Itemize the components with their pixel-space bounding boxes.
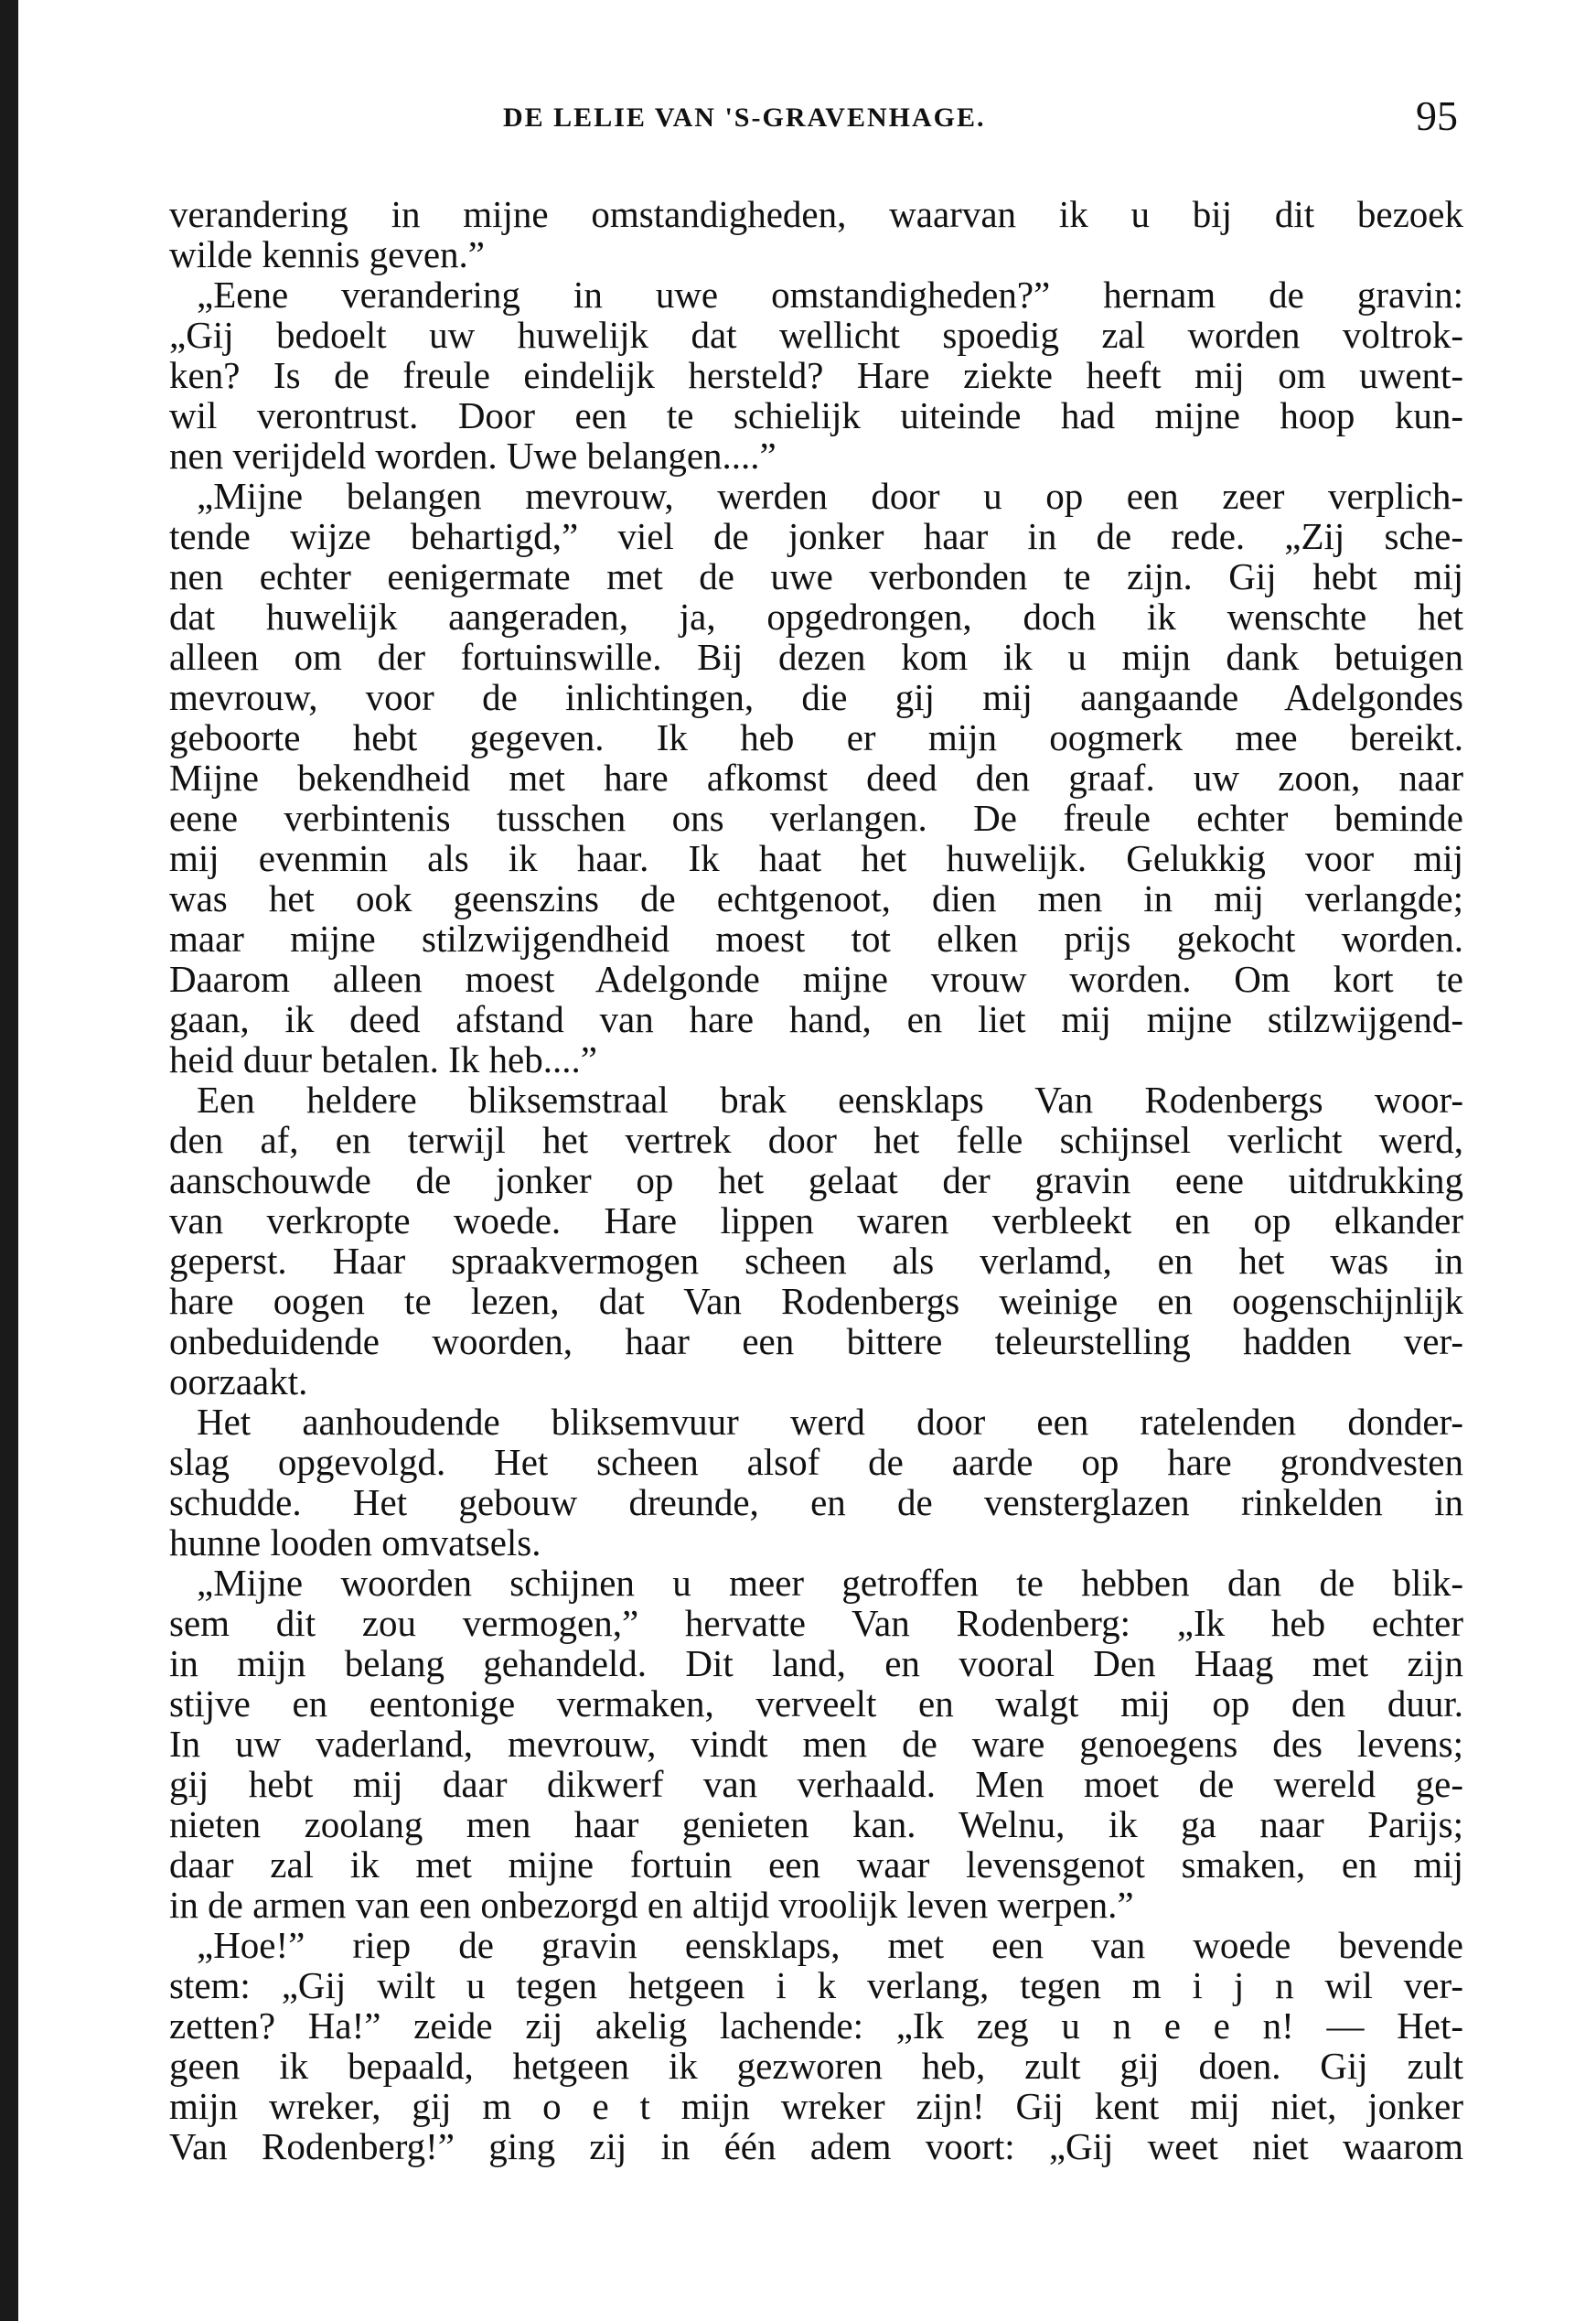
text-line: geen ik bepaald, hetgeen ik gezworen heb, zult gij doen. Gij zult — [169, 2045, 1463, 2087]
text-line: Daarom alleen moest Adelgonde mijne vrouw worden. Om kort te — [169, 958, 1463, 1000]
text-line: stijve en eentonige vermaken, verveelt en walgt mij op den duur. — [169, 1682, 1463, 1725]
page-number: 95 — [1416, 92, 1458, 139]
text-line: hare oogen te lezen, dat Van Rodenbergs weinige en oogenschijnlijk — [169, 1280, 1463, 1322]
text-line: mij evenmin als ik haar. Ik haat het huwelijk. Gelukkig voor mij — [169, 837, 1463, 879]
scan-edge-shadow — [0, 0, 18, 2321]
text-line: ken? Is de freule eindelijk hersteld? Hare ziekte heeft mij om uwent- — [169, 354, 1463, 396]
text-line: den af, en terwijl het vertrek door het felle schijnsel verlicht werd, — [169, 1119, 1463, 1161]
text-line: nen verijdeld worden. Uwe belangen....” — [169, 435, 777, 477]
text-line: in mijn belang gehandeld. Dit land, en vooral Den Haag met zijn — [169, 1642, 1463, 1684]
text-line: nieten zoolang men haar genieten kan. Welnu, ik ga naar Parijs; — [169, 1803, 1463, 1845]
text-line: van verkropte woede. Hare lippen waren verbleekt en op elkander — [169, 1199, 1463, 1241]
paragraph-start: „Hoe!” riep de gravin eensklaps, met een van woede bevende — [197, 1924, 1463, 1966]
text-line: gij hebt mij daar dikwerf van verhaald. Men moet de wereld ge- — [169, 1763, 1463, 1805]
paragraph-start: „Mijne woorden schijnen u meer getroffen te hebben dan de blik- — [197, 1562, 1463, 1604]
text-line: eene verbintenis tusschen ons verlangen. De freule echter beminde — [169, 797, 1463, 839]
paragraph-start: Het aanhoudende bliksemvuur werd door een ratelenden donder- — [197, 1401, 1463, 1443]
text-line: verandering in mijne omstandigheden, waarvan ik u bij dit bezoek — [169, 193, 1463, 235]
text-line: Van Rodenberg!” ging zij in één adem voort: „Gij weet niet waarom — [169, 2125, 1463, 2167]
text-line: geperst. Haar spraakvermogen scheen als verlamd, en het was in — [169, 1240, 1463, 1282]
body-text — [169, 194, 1463, 2166]
text-line: oorzaakt. — [169, 1360, 308, 1402]
text-line: nen echter eenigermate met de uwe verbonden te zijn. Gij hebt mij — [169, 555, 1463, 597]
text-line: sem dit zou vermogen,” hervatte Van Rodenberg: „Ik heb echter — [169, 1602, 1463, 1644]
text-line: „Gij bedoelt uw huwelijk dat wellicht spoedig zal worden voltrok- — [169, 314, 1463, 356]
text-line: geboorte hebt gegeven. Ik heb er mijn oogmerk mee bereikt. — [169, 716, 1463, 758]
text-line: mijn wreker, gij m o e t mijn wreker zijn! Gij kent mij niet, jonker — [169, 2085, 1463, 2127]
text-line: stem: „Gij wilt u tegen hetgeen i k verlang, tegen m i j n wil ver- — [169, 1964, 1463, 2006]
text-line: was het ook geenszins de echtgenoot, dien men in mij verlangde; — [169, 877, 1463, 919]
text-line: heid duur betalen. Ik heb....” — [169, 1038, 597, 1080]
text-line: aanschouwde de jonker op het gelaat der gravin eene uitdrukking — [169, 1159, 1463, 1201]
text-line: zetten? Ha!” zeide zij akelig lachende: „Ik zeg u n e e n! — Het- — [169, 2004, 1463, 2047]
paragraph-start: Een heldere bliksemstraal brak eensklaps Van Rodenbergs woor- — [197, 1079, 1463, 1121]
text-line: onbeduidende woorden, haar een bittere teleurstelling hadden ver- — [169, 1320, 1463, 1362]
paragraph-start: „Mijne belangen mevrouw, werden door u op een zeer verplich- — [197, 475, 1463, 517]
paragraph-start: „Eene verandering in uwe omstandigheden?” hernam de gravin: — [197, 274, 1463, 316]
text-line: maar mijne stilzwijgendheid moest tot elken prijs gekocht worden. — [169, 918, 1463, 960]
text-line: Mijne bekendheid met hare afkomst deed den graaf. uw zoon, naar — [169, 757, 1463, 799]
text-line: in de armen van een onbezorgd en altijd vroolijk leven werpen.” — [169, 1884, 1134, 1926]
text-line: hunne looden omvatsels. — [169, 1521, 541, 1563]
text-line: alleen om der fortuinswille. Bij dezen kom ik u mijn dank betuigen — [169, 636, 1463, 678]
text-line: tende wijze behartigd,” viel de jonker haar in de rede. „Zij sche- — [169, 515, 1463, 557]
text-line: slag opgevolgd. Het scheen alsof de aarde op hare grondvesten — [169, 1441, 1463, 1483]
text-line: In uw vaderland, mevrouw, vindt men de ware genoegens des levens; — [169, 1723, 1463, 1765]
text-line: schudde. Het gebouw dreunde, en de vensterglazen rinkelden in — [169, 1481, 1463, 1523]
text-line: daar zal ik met mijne fortuin een waar levensgenot smaken, en mij — [169, 1843, 1463, 1886]
text-line: gaan, ik deed afstand van hare hand, en liet mij mijne stilzwijgend- — [169, 998, 1463, 1040]
text-line: wil verontrust. Door een te schielijk uiteinde had mijne hoop kun- — [169, 394, 1463, 436]
text-line: dat huwelijk aangeraden, ja, opgedrongen, doch ik wenschte het — [169, 596, 1463, 638]
running-head: DE LELIE VAN 'S-GRAVENHAGE. — [503, 102, 986, 133]
text-line: mevrouw, voor de inlichtingen, die gij mij aangaande Adelgondes — [169, 676, 1463, 718]
text-line: wilde kennis geven.” — [169, 233, 485, 275]
